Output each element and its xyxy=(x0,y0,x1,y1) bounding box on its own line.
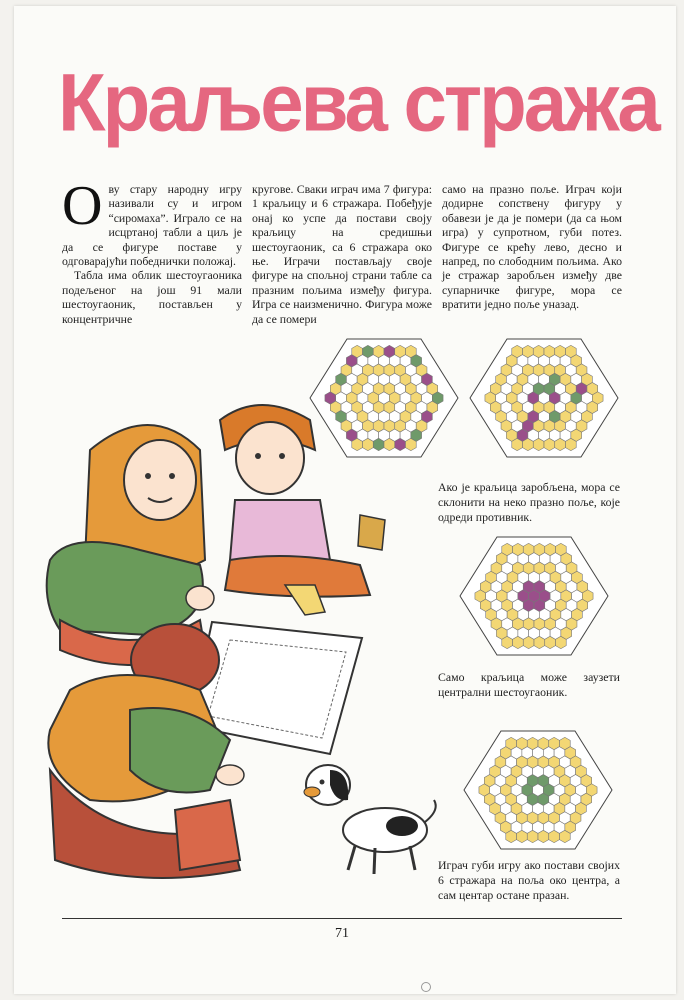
board-cell xyxy=(586,784,597,796)
front-child-figure xyxy=(48,624,244,878)
caption-empty-center: Играч губи игру ако постави својих 6 стражара на поља око центра, а сам центар остане празан. xyxy=(438,858,620,902)
paragraph: Табла има облик шестоугаоника подељеног на још 91 мали шестоугаоник, постављен у концентричне xyxy=(62,268,242,326)
hex-board-empty-center xyxy=(460,722,616,858)
children-playing-illustration xyxy=(30,390,440,890)
drop-cap: О xyxy=(62,175,103,237)
hex-board-queen-captured xyxy=(466,330,622,466)
hex-board-queen-center xyxy=(456,528,612,664)
board-cell xyxy=(582,590,593,602)
paragraph: ву стару народну игру називали су и игром “сиромаха”. Играло се на исцртаној табли а циљ је да се фигуре поставе у одговарајући победнички положај. xyxy=(62,182,242,269)
page-number: 71 xyxy=(335,926,349,941)
footer-rule xyxy=(62,918,622,919)
text-column-2 xyxy=(252,182,432,326)
page-title: Краљева стража xyxy=(58,55,658,149)
boy-figure xyxy=(220,405,385,615)
text-column-1 xyxy=(62,175,242,326)
caption-queen-captured: Ако је краљица заробљена, мора се склонити на неко празно поље, које одреди противник. xyxy=(438,480,620,524)
paragraph: само на празно поље. Играч који додирне сопствену фигуру у обавези је да је помери (да са њом игра) у супротном, губи потез. Фигуре се крећу лево, десно и напред, по слободним пољима. Ако је стражар заробљен између две супарничке фигуре, мора се вратити једно поље уназад. xyxy=(442,182,622,312)
caption-queen-center: Само краљица може заузети централни шестоугаоник. xyxy=(438,670,620,699)
dog-figure xyxy=(304,765,436,874)
text-column-3 xyxy=(442,182,622,312)
paragraph: кругове. Сваки играч има 7 фигура: 1 краљицу и 6 стражара. Побеђује онај ко успе да постави своју краљицу на средишњи шестоугаоник, са 6 стражара око ње. Играчи постављају своје фигуре на спољној страни табле са празним пољима између фигура. Игра се наизменично. Фигура може да се помери xyxy=(252,182,432,326)
binding-hole xyxy=(421,982,431,992)
board-cell xyxy=(592,392,603,404)
